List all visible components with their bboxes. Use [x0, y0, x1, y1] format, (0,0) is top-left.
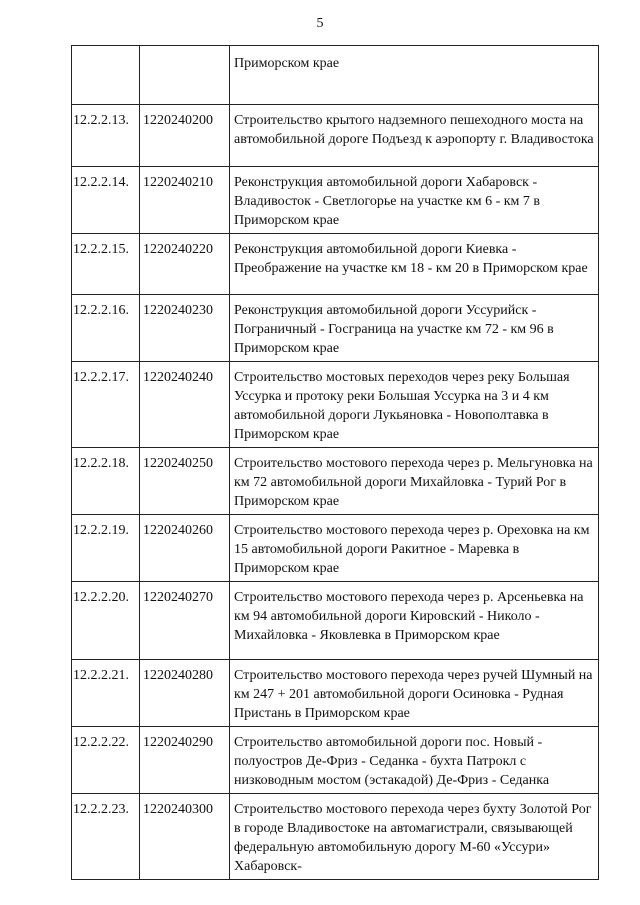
cell-code: 1220240260: [140, 515, 230, 582]
cell-description: Строительство мостового перехода через р. Мельгуновка на км 72 автомобильной дороги Михайловка - Турий Рог в Приморском крае: [230, 448, 599, 515]
cell-number: [72, 46, 140, 105]
cell-description: Строительство мостового перехода через р. Ореховка на км 15 автомобильной дороги Ракитное - Маревка в Приморском крае: [230, 515, 599, 582]
cell-number: 12.2.2.19.: [72, 515, 140, 582]
cell-code: 1220240220: [140, 234, 230, 295]
cell-description: Реконструкция автомобильной дороги Киевка - Преображение на участке км 18 - км 20 в Приморском крае: [230, 234, 599, 295]
table-row: [72, 362, 599, 448]
page-number: 5: [316, 16, 324, 31]
cell-description: Строительство мостовых переходов через реку Большая Уссурка и протоку реки Большая Уссурка на 3 и 4 км автомобильной дороги Лукьяновка - Новополтавка в Приморском крае: [230, 362, 599, 448]
cell-number: 12.2.2.17.: [72, 362, 140, 448]
table-row: [72, 295, 599, 362]
cell-code: 1220240240: [140, 362, 230, 448]
table-row: [72, 167, 599, 234]
cell-description: Строительство мостового перехода через р. Арсеньевка на км 94 автомобильной дороги Кировский - Николо - Михайловка - Яковлевка в Приморском крае: [230, 582, 599, 660]
cell-number: 12.2.2.18.: [72, 448, 140, 515]
cell-description: Реконструкция автомобильной дороги Уссурийск - Пограничный - Госграница на участке км 72 - км 96 в Приморском крае: [230, 295, 599, 362]
table-row: [72, 727, 599, 794]
cell-code: 1220240290: [140, 727, 230, 794]
cell-code: 1220240270: [140, 582, 230, 660]
cell-number: 12.2.2.21.: [72, 660, 140, 727]
table-row: [72, 105, 599, 167]
table-row: [72, 515, 599, 582]
table-row: [72, 660, 599, 727]
cell-code: 1220240200: [140, 105, 230, 167]
table-row: [72, 234, 599, 295]
cell-description: Строительство крытого надземного пешеходного моста на автомобильной дороге Подъезд к аэропорту г. Владивостока: [230, 105, 599, 167]
cell-number: 12.2.2.15.: [72, 234, 140, 295]
cell-description: Строительство мостового перехода через бухту Золотой Рог в городе Владивостоке на автомагистрали, связывающей федеральную автомобильную дорогу М-60 «Уссури» Хабаровск-: [230, 794, 599, 880]
cell-number: 12.2.2.20.: [72, 582, 140, 660]
cell-code: 1220240280: [140, 660, 230, 727]
table-row: [72, 794, 599, 880]
table-row-continuation: [72, 46, 599, 105]
cell-code: 1220240250: [140, 448, 230, 515]
table-row: [72, 582, 599, 660]
cell-code: [140, 46, 230, 105]
cell-number: 12.2.2.13.: [72, 105, 140, 167]
cell-code: 1220240230: [140, 295, 230, 362]
cell-number: 12.2.2.23.: [72, 794, 140, 880]
table-row: [72, 448, 599, 515]
cell-description: Строительство мостового перехода через ручей Шумный на км 247 + 201 автомобильной дороги Осиновка - Рудная Пристань в Приморском крае: [230, 660, 599, 727]
document-table: [71, 45, 599, 880]
cell-number: 12.2.2.22.: [72, 727, 140, 794]
cell-number: 12.2.2.14.: [72, 167, 140, 234]
cell-code: 1220240210: [140, 167, 230, 234]
cell-description: Реконструкция автомобильной дороги Хабаровск - Владивосток - Светлогорье на участке км 6 - км 7 в Приморском крае: [230, 167, 599, 234]
cell-description: Приморском крае: [230, 46, 599, 105]
cell-description: Строительство автомобильной дороги пос. Новый - полуостров Де-Фриз - Седанка - бухта Патрокл с низководным мостом (эстакадой) Де-Фриз - Седанка: [230, 727, 599, 794]
cell-code: 1220240300: [140, 794, 230, 880]
cell-number: 12.2.2.16.: [72, 295, 140, 362]
